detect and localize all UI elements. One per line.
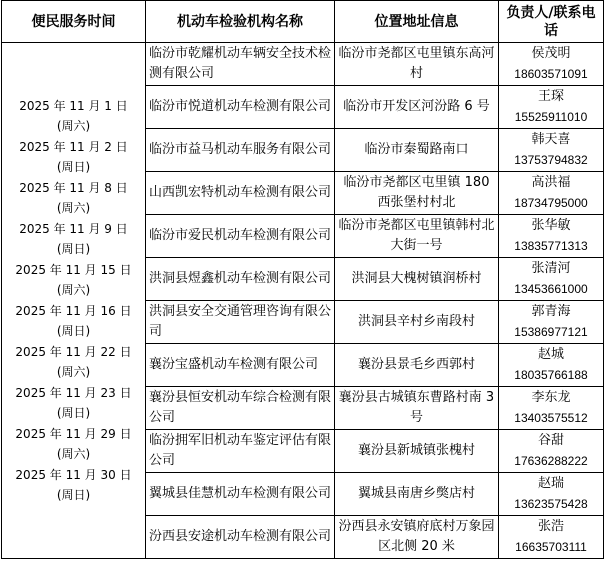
contact-phone: 18734795000 xyxy=(514,196,588,210)
header-address: 位置地址信息 xyxy=(335,1,499,43)
contact-cell xyxy=(499,86,604,129)
contact-cell xyxy=(499,301,604,344)
contact-cell xyxy=(499,473,604,516)
service-date: 2025 年 11 月 2 日 xyxy=(19,139,128,154)
service-weekday: (周六) xyxy=(56,283,91,297)
contact-cell xyxy=(499,258,604,301)
table-row xyxy=(2,43,604,86)
service-weekday: (周日) xyxy=(56,242,91,256)
service-date: 2025 年 11 月 22 日 xyxy=(15,344,132,359)
contact-cell xyxy=(499,43,604,86)
contact-cell xyxy=(499,430,604,473)
header-org-name: 机动车检验机构名称 xyxy=(146,1,335,43)
contact-phone: 13403575512 xyxy=(514,411,588,425)
contact-person: 韩天喜 xyxy=(531,132,571,147)
contact-person: 张清河 xyxy=(531,261,571,276)
contact-person: 郭青海 xyxy=(531,304,571,319)
service-weekday: (周六) xyxy=(56,447,91,461)
address-cell: 洪洞县辛村乡南段村 xyxy=(335,301,499,344)
service-weekday: (周日) xyxy=(56,488,91,502)
address-cell: 襄汾县古城镇东曹路村南 3 号 xyxy=(335,387,499,430)
org-name-cell: 襄汾宝盛机动车检测有限公司 xyxy=(146,344,335,387)
contact-cell xyxy=(499,516,604,559)
org-name-cell: 临汾市爱民机动车检测有限公司 xyxy=(146,215,335,258)
contact-phone: 13835771313 xyxy=(514,239,588,253)
org-name-cell: 山西凯宏特机动车检测有限公司 xyxy=(146,172,335,215)
header-service-time: 便民服务时间 xyxy=(2,1,146,43)
address-cell: 临汾市秦蜀路南口 xyxy=(335,129,499,172)
contact-phone: 15386977121 xyxy=(514,325,588,339)
contact-phone: 13753794832 xyxy=(514,153,588,167)
address-cell: 临汾市尧都区屯里镇 180 西张堡村村北 xyxy=(335,172,499,215)
contact-person: 谷甜 xyxy=(537,433,564,448)
address-cell: 洪洞县大槐树镇润桥村 xyxy=(335,258,499,301)
address-cell: 汾西县永安镇府底村万象园区北侧 20 米 xyxy=(335,516,499,559)
service-date: 2025 年 11 月 1 日 xyxy=(19,98,128,113)
service-weekday: (周六) xyxy=(56,119,91,133)
contact-phone: 15525911010 xyxy=(514,110,588,124)
table-header-row xyxy=(2,1,604,43)
org-name-cell: 临汾市益马机动车服务有限公司 xyxy=(146,129,335,172)
org-name-cell: 临汾市悦道机动车检测有限公司 xyxy=(146,86,335,129)
contact-phone: 13453661000 xyxy=(514,282,588,296)
contact-person: 赵城 xyxy=(537,347,564,362)
address-cell: 临汾市尧都区屯里镇东高河村 xyxy=(335,43,499,86)
address-cell: 襄汾县新城镇张槐村 xyxy=(335,430,499,473)
contact-phone: 16635703111 xyxy=(515,540,587,554)
service-weekday: (周日) xyxy=(56,324,91,338)
service-date: 2025 年 11 月 29 日 xyxy=(15,426,132,441)
contact-cell xyxy=(499,215,604,258)
org-name-cell: 临汾拥军旧机动车鉴定评估有限公司 xyxy=(146,430,335,473)
service-weekday: (周六) xyxy=(56,365,91,379)
service-date: 2025 年 11 月 15 日 xyxy=(15,262,132,277)
contact-cell xyxy=(499,129,604,172)
address-cell: 临汾市尧都区屯里镇韩村北大街一号 xyxy=(335,215,499,258)
contact-person: 侯茂明 xyxy=(531,46,571,61)
inspection-schedule-table xyxy=(1,0,604,559)
address-cell: 临汾市开发区河汾路 6 号 xyxy=(335,86,499,129)
org-name-cell: 洪洞县安全交通管理咨询有限公司 xyxy=(146,301,335,344)
contact-cell xyxy=(499,344,604,387)
contact-phone: 17636288222 xyxy=(514,454,588,468)
service-date: 2025 年 11 月 9 日 xyxy=(19,221,128,236)
service-weekday: (周六) xyxy=(56,201,91,215)
contact-cell xyxy=(499,172,604,215)
service-dates-cell xyxy=(2,43,146,559)
org-name-cell: 汾西县安途机动车检测有限公司 xyxy=(146,516,335,559)
contact-person: 张浩 xyxy=(537,519,564,534)
contact-phone: 13623575428 xyxy=(514,497,588,511)
service-weekday: (周日) xyxy=(56,160,91,174)
contact-person: 赵瑞 xyxy=(537,476,564,491)
org-name-cell: 洪洞县煜鑫机动车检测有限公司 xyxy=(146,258,335,301)
service-date: 2025 年 11 月 23 日 xyxy=(15,385,132,400)
contact-person: 王琛 xyxy=(537,89,564,104)
header-contact: 负责人/联系电话 xyxy=(499,1,604,43)
contact-person: 张华敏 xyxy=(531,218,571,233)
contact-phone: 18603571091 xyxy=(514,67,588,81)
org-name-cell: 临汾市乾耀机动车辆安全技术检测有限公司 xyxy=(146,43,335,86)
service-date: 2025 年 11 月 8 日 xyxy=(19,180,128,195)
org-name-cell: 翼城县佳慧机动车检测有限公司 xyxy=(146,473,335,516)
contact-phone: 18035766188 xyxy=(514,368,588,382)
org-name-cell: 襄汾县恒安机动车综合检测有限公司 xyxy=(146,387,335,430)
service-date: 2025 年 11 月 16 日 xyxy=(15,303,132,318)
address-cell: 襄汾县景毛乡西郭村 xyxy=(335,344,499,387)
contact-person: 高洪福 xyxy=(531,175,571,190)
address-cell: 翼城县南唐乡獘店村 xyxy=(335,473,499,516)
contact-cell xyxy=(499,387,604,430)
contact-person: 李东龙 xyxy=(531,390,571,405)
service-weekday: (周日) xyxy=(56,406,91,420)
service-date: 2025 年 11 月 30 日 xyxy=(15,467,132,482)
